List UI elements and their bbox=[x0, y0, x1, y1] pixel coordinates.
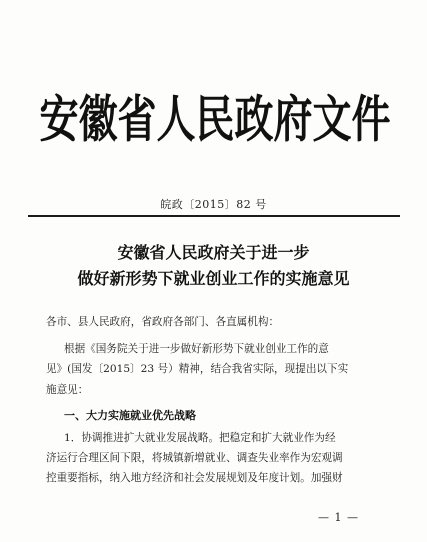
document-number: 皖政〔2015〕82 号 bbox=[160, 198, 267, 211]
intro-line-2: 见》(国发〔2015〕23 号）精神，结合我省实际，现提出以下实 bbox=[46, 363, 349, 375]
page-number: — 1 — bbox=[318, 511, 359, 524]
section1-line-1: 1．协调推进扩大就业发展战略。把稳定和扩大就业作为经 bbox=[64, 432, 336, 444]
intro-line-1: 根据《国务院关于进一步做好新形势下就业创业工作的意 bbox=[64, 343, 329, 355]
salutation: 各市、县人民政府，省政府各部门、各直属机构： bbox=[46, 316, 280, 328]
document-title-line-1: 安徽省人民政府关于进一步 bbox=[117, 243, 310, 262]
masthead-divider bbox=[28, 215, 400, 217]
masthead-title: 安徽省人民政府文件 bbox=[39, 91, 391, 150]
section1-line-2: 济运行合理区间下限，将城镇新增就业、调查失业率作为宏观调 bbox=[46, 452, 343, 464]
document-title-line-2: 做好新形势下就业创业工作的实施意见 bbox=[77, 269, 350, 288]
section-heading-1: 一、大力实施就业优先战略 bbox=[64, 409, 196, 422]
intro-line-3: 施意见： bbox=[46, 384, 89, 396]
section1-line-3: 控重要指标，纳入地方经济和社会发展规划及年度计划。加强财 bbox=[46, 472, 343, 484]
